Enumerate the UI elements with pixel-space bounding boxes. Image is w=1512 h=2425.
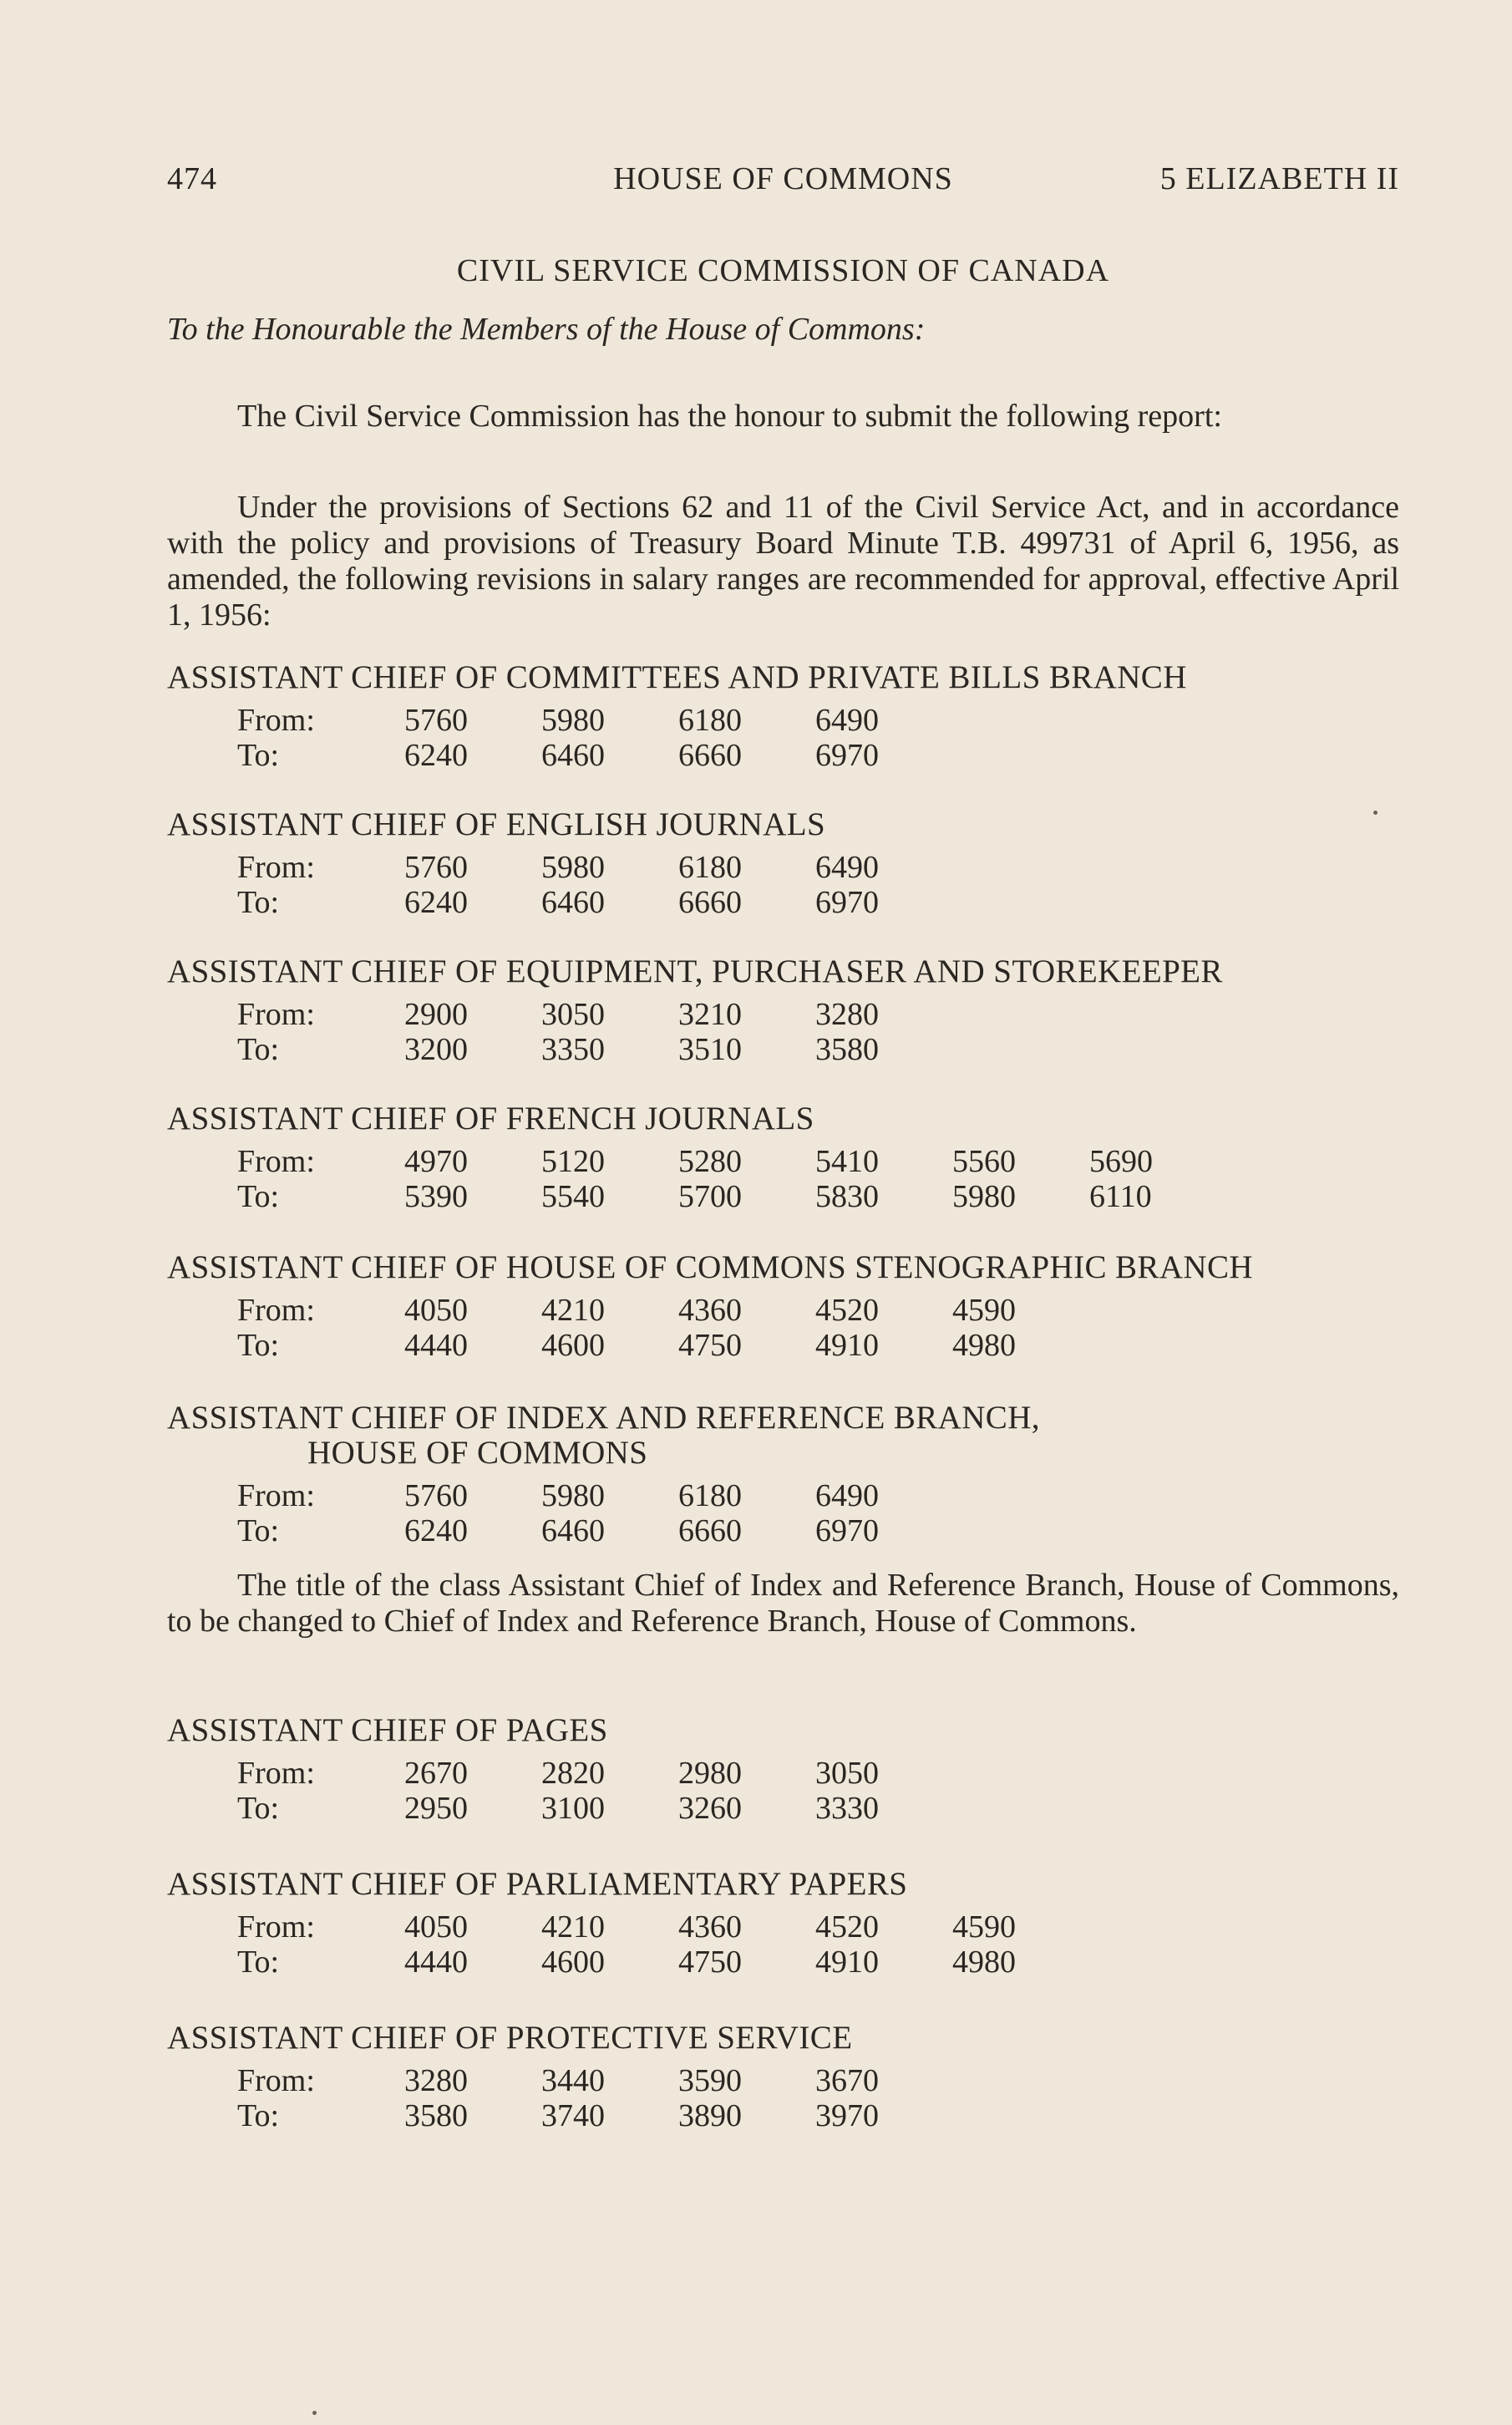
salary-value: 6490 (815, 1478, 879, 1513)
salary-value: 3210 (678, 997, 742, 1032)
salary-value: 6490 (815, 703, 879, 738)
salary-value: 6240 (404, 738, 468, 773)
provisions-paragraph: Under the provisions of Sections 62 and 11 of the Civil Service Act, and in accordance with the policy and provisions of Treasury Board Minute T.B. 499731 of April 6, 1956, as amended, the following revisions in salary ranges are recommended for approval, effective April 1, 1956: (167, 490, 1399, 633)
class-title (167, 2021, 1420, 2056)
row-label: From: (237, 1293, 315, 1328)
salary-value: 6660 (678, 885, 742, 920)
salary-value: 3670 (815, 2063, 879, 2098)
salary-value: 4520 (815, 1909, 879, 1945)
class-title (167, 1401, 1420, 1471)
salary-value: 6240 (404, 885, 468, 920)
salary-to-row (167, 1512, 1420, 1548)
salary-table (167, 1909, 1420, 1979)
row-label: To: (237, 1328, 280, 1363)
class-title (167, 1101, 1420, 1136)
salary-value: 6660 (678, 738, 742, 773)
salary-value: 6180 (678, 850, 742, 885)
salary-value: 6460 (541, 738, 605, 773)
row-label: To: (237, 738, 280, 773)
salary-value: 5120 (541, 1144, 605, 1179)
salary-table (167, 1477, 1420, 1548)
salary-table (167, 702, 1420, 772)
salary-value: 2950 (404, 1791, 468, 1826)
page-number: 474 (167, 161, 217, 196)
salary-value: 5390 (404, 1179, 468, 1214)
salutation: To the Honourable the Members of the House of Commons: (167, 312, 926, 347)
regnal-year: 5 ELIZABETH II (1159, 161, 1399, 196)
salary-value: 4050 (404, 1293, 468, 1328)
salary-value: 3050 (541, 997, 605, 1032)
salary-table (167, 1755, 1420, 1825)
salary-value: 3580 (815, 1032, 879, 1067)
salary-value: 3260 (678, 1791, 742, 1826)
salary-value: 6180 (678, 1478, 742, 1513)
salary-value: 3330 (815, 1791, 879, 1826)
salary-value: 4440 (404, 1945, 468, 1980)
intro-paragraph: The Civil Service Commission has the honour to submit the following report: (237, 399, 1222, 434)
row-label: To: (237, 2098, 280, 2133)
reclassification-note: The title of the class Assistant Chief of Index and Reference Branch, House of Commons, to be changed to Chief of Index and Reference Branch, House of Commons. (167, 1568, 1399, 1639)
class-title (167, 660, 1420, 695)
salary-value: 3740 (541, 2098, 605, 2133)
salary-value: 3280 (815, 997, 879, 1032)
salary-value: 3580 (404, 2098, 468, 2133)
class-title-line: ASSISTANT CHIEF OF INDEX AND REFERENCE BRANCH, (167, 1400, 1040, 1436)
salary-value: 4980 (952, 1945, 1016, 1980)
salary-value: 5280 (678, 1144, 742, 1179)
class-title-line: ASSISTANT CHIEF OF PAGES (167, 1712, 608, 1748)
salary-to-row (167, 884, 1420, 919)
page-title: CIVIL SERVICE COMMISSION OF CANADA (456, 253, 1110, 288)
salary-value: 5410 (815, 1144, 879, 1179)
salary-value: 6240 (404, 1513, 468, 1548)
salary-value: 6110 (1089, 1179, 1152, 1214)
class-title (167, 1713, 1420, 1748)
row-label: To: (237, 885, 280, 920)
salary-section (167, 660, 1420, 772)
salary-value: 5690 (1089, 1144, 1153, 1179)
salary-value: 4910 (815, 1945, 879, 1980)
class-title-line: ASSISTANT CHIEF OF COMMITTEES AND PRIVATE BILLS BRANCH (167, 659, 1187, 695)
salary-value: 4600 (541, 1945, 605, 1980)
salary-value: 3350 (541, 1032, 605, 1067)
running-header (167, 160, 1399, 202)
class-title (167, 1250, 1420, 1285)
salary-value: 3440 (541, 2063, 605, 2098)
row-label: From: (237, 1756, 315, 1791)
row-label: From: (237, 850, 315, 885)
row-label: From: (237, 1909, 315, 1945)
row-label: From: (237, 2063, 315, 2098)
salary-value: 3100 (541, 1791, 605, 1826)
row-label: To: (237, 1179, 280, 1214)
salary-value: 4440 (404, 1328, 468, 1363)
salary-from-row (167, 1909, 1420, 1944)
salary-value: 4590 (952, 1909, 1016, 1945)
salary-section (167, 2021, 1420, 2133)
class-title (167, 954, 1420, 989)
salary-value: 4600 (541, 1328, 605, 1363)
salary-value: 6970 (815, 738, 879, 773)
print-speck (1373, 811, 1378, 815)
salary-value: 4750 (678, 1945, 742, 1980)
salary-value: 4050 (404, 1909, 468, 1945)
salary-table (167, 849, 1420, 919)
salary-value: 4520 (815, 1293, 879, 1328)
salary-value: 5830 (815, 1179, 879, 1214)
row-label: To: (237, 1945, 280, 1980)
salary-value: 3510 (678, 1032, 742, 1067)
salary-to-row (167, 737, 1420, 772)
row-label: From: (237, 703, 315, 738)
salary-value: 5980 (952, 1179, 1016, 1214)
salary-value: 4210 (541, 1909, 605, 1945)
row-label: From: (237, 1478, 315, 1513)
salary-table (167, 1292, 1420, 1362)
salary-from-row (167, 996, 1420, 1031)
row-label: From: (237, 997, 315, 1032)
salary-value: 5980 (541, 703, 605, 738)
salary-table (167, 1143, 1420, 1213)
class-title-line: ASSISTANT CHIEF OF HOUSE OF COMMONS STENOGRAPHIC BRANCH (167, 1249, 1253, 1285)
salary-value: 4590 (952, 1293, 1016, 1328)
class-title (167, 807, 1420, 842)
class-title-line: ASSISTANT CHIEF OF ENGLISH JOURNALS (167, 806, 826, 842)
salary-value: 3050 (815, 1756, 879, 1791)
salary-value: 2900 (404, 997, 468, 1032)
class-title-continuation: HOUSE OF COMMONS (307, 1435, 648, 1471)
salary-value: 5980 (541, 1478, 605, 1513)
salary-table (167, 2062, 1420, 2133)
salary-value: 5760 (404, 850, 468, 885)
row-label: To: (237, 1032, 280, 1067)
salary-value: 3890 (678, 2098, 742, 2133)
salary-section (167, 1250, 1420, 1362)
salary-section (167, 1401, 1420, 1548)
salary-value: 6460 (541, 885, 605, 920)
salary-to-row (167, 1327, 1420, 1362)
salary-section (167, 807, 1420, 919)
salary-section (167, 1101, 1420, 1213)
salary-value: 2670 (404, 1756, 468, 1791)
salary-from-row (167, 1143, 1420, 1178)
salary-value: 4360 (678, 1909, 742, 1945)
salary-from-row (167, 1755, 1420, 1790)
salary-section (167, 954, 1420, 1066)
salary-value: 6970 (815, 885, 879, 920)
salary-value: 6970 (815, 1513, 879, 1548)
salary-table (167, 996, 1420, 1066)
salary-value: 5700 (678, 1179, 742, 1214)
class-title-line: ASSISTANT CHIEF OF PROTECTIVE SERVICE (167, 2020, 853, 2056)
salary-from-row (167, 2062, 1420, 2097)
class-title-line: ASSISTANT CHIEF OF EQUIPMENT, PURCHASER AND STOREKEEPER (167, 953, 1223, 989)
salary-value: 4910 (815, 1328, 879, 1363)
salary-section (167, 1713, 1420, 1825)
salary-value: 3280 (404, 2063, 468, 2098)
salary-value: 6180 (678, 703, 742, 738)
salary-value: 5540 (541, 1179, 605, 1214)
salary-to-row (167, 1031, 1420, 1066)
salary-section (167, 1867, 1420, 1979)
salary-value: 4360 (678, 1293, 742, 1328)
salary-to-row (167, 1944, 1420, 1979)
salary-value: 5560 (952, 1144, 1016, 1179)
salary-value: 2980 (678, 1756, 742, 1791)
salary-value: 2820 (541, 1756, 605, 1791)
salary-value: 6490 (815, 850, 879, 885)
salary-to-row (167, 2097, 1420, 2133)
salary-value: 6660 (678, 1513, 742, 1548)
running-title: HOUSE OF COMMONS (613, 161, 953, 196)
salary-value: 5760 (404, 703, 468, 738)
salary-from-row (167, 849, 1420, 884)
row-label: To: (237, 1791, 280, 1826)
salary-value: 3590 (678, 2063, 742, 2098)
salary-value: 6460 (541, 1513, 605, 1548)
salary-from-row (167, 1292, 1420, 1327)
salary-value: 5760 (404, 1478, 468, 1513)
salary-value: 4980 (952, 1328, 1016, 1363)
salary-value: 4210 (541, 1293, 605, 1328)
salary-to-row (167, 1790, 1420, 1825)
print-speck (312, 2411, 317, 2415)
row-label: To: (237, 1513, 280, 1548)
salary-from-row (167, 702, 1420, 737)
salary-value: 3200 (404, 1032, 468, 1067)
salary-value: 4750 (678, 1328, 742, 1363)
salary-from-row (167, 1477, 1420, 1512)
row-label: From: (237, 1144, 315, 1179)
class-title-line: ASSISTANT CHIEF OF PARLIAMENTARY PAPERS (167, 1866, 908, 1902)
class-title (167, 1867, 1420, 1902)
salary-value: 5980 (541, 850, 605, 885)
salary-value: 3970 (815, 2098, 879, 2133)
class-title-line: ASSISTANT CHIEF OF FRENCH JOURNALS (167, 1101, 814, 1136)
salary-to-row (167, 1178, 1420, 1213)
salary-value: 4970 (404, 1144, 468, 1179)
